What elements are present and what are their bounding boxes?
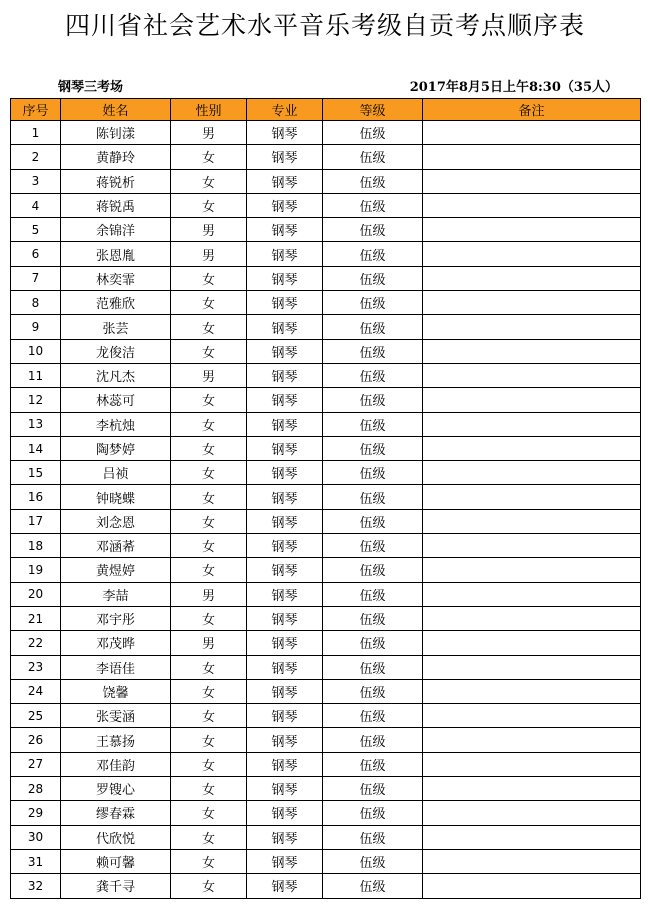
- cell-number: 4: [11, 193, 61, 217]
- cell-name: 王慕扬: [61, 728, 171, 752]
- cell-level: 伍级: [323, 752, 423, 776]
- table-row: [11, 582, 641, 606]
- cell-name: 李语佳: [61, 655, 171, 679]
- cell-name: 林蕊可: [61, 388, 171, 412]
- cell-number: 22: [11, 631, 61, 655]
- cell-number: 19: [11, 558, 61, 582]
- cell-major: 钢琴: [247, 849, 323, 873]
- cell-level: 伍级: [323, 704, 423, 728]
- cell-major: 钢琴: [247, 704, 323, 728]
- cell-level: 伍级: [323, 121, 423, 145]
- cell-level: 伍级: [323, 363, 423, 387]
- cell-name: 余锦洋: [61, 218, 171, 242]
- cell-number: 29: [11, 801, 61, 825]
- cell-gender: 女: [171, 291, 247, 315]
- cell-note: [423, 218, 641, 242]
- cell-gender: 女: [171, 412, 247, 436]
- cell-note: [423, 291, 641, 315]
- cell-major: 钢琴: [247, 509, 323, 533]
- cell-name: 黄煜婷: [61, 558, 171, 582]
- cell-major: 钢琴: [247, 315, 323, 339]
- cell-level: 伍级: [323, 242, 423, 266]
- cell-note: [423, 558, 641, 582]
- cell-level: 伍级: [323, 339, 423, 363]
- column-header-major: 专业: [247, 99, 323, 121]
- cell-level: 伍级: [323, 874, 423, 898]
- cell-number: 26: [11, 728, 61, 752]
- cell-gender: 女: [171, 825, 247, 849]
- table-row: [11, 388, 641, 412]
- cell-note: [423, 849, 641, 873]
- table-row: [11, 121, 641, 145]
- cell-name: 邓佳韵: [61, 752, 171, 776]
- cell-note: [423, 266, 641, 290]
- cell-major: 钢琴: [247, 655, 323, 679]
- cell-gender: 男: [171, 242, 247, 266]
- cell-gender: 女: [171, 801, 247, 825]
- cell-level: 伍级: [323, 193, 423, 217]
- column-header-name: 姓名: [61, 99, 171, 121]
- cell-gender: 女: [171, 606, 247, 630]
- cell-gender: 女: [171, 485, 247, 509]
- cell-number: 5: [11, 218, 61, 242]
- cell-major: 钢琴: [247, 363, 323, 387]
- cell-major: 钢琴: [247, 242, 323, 266]
- cell-major: 钢琴: [247, 631, 323, 655]
- cell-note: [423, 363, 641, 387]
- cell-name: 吕祯: [61, 461, 171, 485]
- cell-note: [423, 315, 641, 339]
- table-row: [11, 728, 641, 752]
- cell-major: 钢琴: [247, 412, 323, 436]
- cell-name: 陈钊漾: [61, 121, 171, 145]
- cell-gender: 男: [171, 631, 247, 655]
- cell-number: 3: [11, 169, 61, 193]
- cell-note: [423, 509, 641, 533]
- session-datetime: 2017年8月5日上午8:30（35人）: [409, 80, 618, 95]
- cell-note: [423, 169, 641, 193]
- cell-gender: 女: [171, 752, 247, 776]
- cell-major: 钢琴: [247, 534, 323, 558]
- table-row: [11, 485, 641, 509]
- cell-name: 黄静玲: [61, 145, 171, 169]
- table-row: [11, 436, 641, 460]
- cell-note: [423, 412, 641, 436]
- cell-major: 钢琴: [247, 801, 323, 825]
- cell-major: 钢琴: [247, 485, 323, 509]
- cell-level: 伍级: [323, 655, 423, 679]
- cell-gender: 女: [171, 704, 247, 728]
- cell-name: 罗锼心: [61, 777, 171, 801]
- table-row: [11, 145, 641, 169]
- column-header-level: 等级: [323, 99, 423, 121]
- cell-major: 钢琴: [247, 558, 323, 582]
- cell-gender: 女: [171, 558, 247, 582]
- cell-gender: 女: [171, 266, 247, 290]
- cell-gender: 女: [171, 655, 247, 679]
- cell-number: 8: [11, 291, 61, 315]
- table-row: [11, 291, 641, 315]
- cell-major: 钢琴: [247, 339, 323, 363]
- cell-number: 18: [11, 534, 61, 558]
- cell-level: 伍级: [323, 291, 423, 315]
- cell-note: [423, 825, 641, 849]
- cell-number: 16: [11, 485, 61, 509]
- cell-number: 32: [11, 874, 61, 898]
- table-row: [11, 218, 641, 242]
- cell-gender: 男: [171, 218, 247, 242]
- cell-number: 11: [11, 363, 61, 387]
- cell-level: 伍级: [323, 218, 423, 242]
- table-row: [11, 825, 641, 849]
- cell-gender: 女: [171, 169, 247, 193]
- cell-major: 钢琴: [247, 388, 323, 412]
- exam-order-table: [10, 98, 641, 899]
- cell-name: 饶馨: [61, 679, 171, 703]
- cell-name: 刘念恩: [61, 509, 171, 533]
- cell-major: 钢琴: [247, 461, 323, 485]
- cell-major: 钢琴: [247, 145, 323, 169]
- cell-level: 伍级: [323, 558, 423, 582]
- cell-major: 钢琴: [247, 218, 323, 242]
- cell-name: 张雯涵: [61, 704, 171, 728]
- cell-gender: 女: [171, 145, 247, 169]
- cell-number: 13: [11, 412, 61, 436]
- cell-level: 伍级: [323, 436, 423, 460]
- cell-gender: 女: [171, 461, 247, 485]
- cell-number: 10: [11, 339, 61, 363]
- table-row: [11, 315, 641, 339]
- cell-number: 2: [11, 145, 61, 169]
- cell-note: [423, 534, 641, 558]
- cell-name: 邓涵莃: [61, 534, 171, 558]
- cell-gender: 女: [171, 728, 247, 752]
- cell-number: 25: [11, 704, 61, 728]
- cell-note: [423, 582, 641, 606]
- cell-name: 范雅欣: [61, 291, 171, 315]
- cell-number: 31: [11, 849, 61, 873]
- cell-name: 李杭烛: [61, 412, 171, 436]
- table-row: [11, 509, 641, 533]
- cell-major: 钢琴: [247, 291, 323, 315]
- table-row: [11, 363, 641, 387]
- cell-name: 李喆: [61, 582, 171, 606]
- cell-number: 27: [11, 752, 61, 776]
- cell-name: 邓茂晔: [61, 631, 171, 655]
- cell-level: 伍级: [323, 631, 423, 655]
- cell-gender: 女: [171, 534, 247, 558]
- cell-major: 钢琴: [247, 436, 323, 460]
- cell-gender: 女: [171, 509, 247, 533]
- table-row: [11, 849, 641, 873]
- cell-gender: 男: [171, 582, 247, 606]
- cell-number: 6: [11, 242, 61, 266]
- cell-number: 28: [11, 777, 61, 801]
- cell-gender: 女: [171, 436, 247, 460]
- cell-name: 蒋锐禹: [61, 193, 171, 217]
- cell-note: [423, 121, 641, 145]
- cell-note: [423, 145, 641, 169]
- cell-name: 龚千寻: [61, 874, 171, 898]
- cell-name: 蒋锐析: [61, 169, 171, 193]
- cell-note: [423, 388, 641, 412]
- cell-level: 伍级: [323, 582, 423, 606]
- cell-note: [423, 777, 641, 801]
- cell-level: 伍级: [323, 266, 423, 290]
- cell-level: 伍级: [323, 849, 423, 873]
- cell-major: 钢琴: [247, 193, 323, 217]
- table-row: [11, 606, 641, 630]
- table-row: [11, 655, 641, 679]
- cell-level: 伍级: [323, 145, 423, 169]
- cell-note: [423, 679, 641, 703]
- cell-name: 张恩胤: [61, 242, 171, 266]
- table-row: [11, 266, 641, 290]
- cell-name: 缪春霖: [61, 801, 171, 825]
- cell-note: [423, 461, 641, 485]
- cell-gender: 女: [171, 849, 247, 873]
- cell-name: 林奕霏: [61, 266, 171, 290]
- cell-number: 9: [11, 315, 61, 339]
- cell-number: 20: [11, 582, 61, 606]
- cell-major: 钢琴: [247, 874, 323, 898]
- table-row: [11, 874, 641, 898]
- table-row: [11, 242, 641, 266]
- cell-level: 伍级: [323, 412, 423, 436]
- cell-name: 赖可馨: [61, 849, 171, 873]
- cell-gender: 女: [171, 777, 247, 801]
- cell-level: 伍级: [323, 534, 423, 558]
- cell-number: 23: [11, 655, 61, 679]
- cell-note: [423, 242, 641, 266]
- cell-number: 14: [11, 436, 61, 460]
- cell-major: 钢琴: [247, 777, 323, 801]
- cell-major: 钢琴: [247, 606, 323, 630]
- cell-major: 钢琴: [247, 169, 323, 193]
- cell-major: 钢琴: [247, 679, 323, 703]
- table-row: [11, 412, 641, 436]
- cell-name: 沈凡杰: [61, 363, 171, 387]
- column-header-note: 备注: [423, 99, 641, 121]
- exam-room-label: 钢琴三考场: [58, 80, 124, 95]
- cell-name: 邓宇彤: [61, 606, 171, 630]
- table-row: [11, 752, 641, 776]
- cell-gender: 女: [171, 315, 247, 339]
- cell-level: 伍级: [323, 509, 423, 533]
- cell-major: 钢琴: [247, 121, 323, 145]
- table-row: [11, 461, 641, 485]
- cell-major: 钢琴: [247, 825, 323, 849]
- cell-name: 龙俊洁: [61, 339, 171, 363]
- cell-number: 17: [11, 509, 61, 533]
- cell-number: 24: [11, 679, 61, 703]
- table-row: [11, 339, 641, 363]
- table-row: [11, 777, 641, 801]
- cell-note: [423, 704, 641, 728]
- cell-gender: 男: [171, 363, 247, 387]
- cell-gender: 女: [171, 193, 247, 217]
- table-row: [11, 801, 641, 825]
- cell-number: 30: [11, 825, 61, 849]
- cell-note: [423, 728, 641, 752]
- cell-name: 钟晓蝶: [61, 485, 171, 509]
- cell-note: [423, 874, 641, 898]
- cell-note: [423, 752, 641, 776]
- cell-level: 伍级: [323, 825, 423, 849]
- table-row: [11, 704, 641, 728]
- table-row: [11, 193, 641, 217]
- cell-level: 伍级: [323, 315, 423, 339]
- cell-major: 钢琴: [247, 582, 323, 606]
- cell-name: 代欣悦: [61, 825, 171, 849]
- cell-number: 7: [11, 266, 61, 290]
- cell-note: [423, 631, 641, 655]
- cell-major: 钢琴: [247, 752, 323, 776]
- cell-gender: 女: [171, 874, 247, 898]
- cell-note: [423, 436, 641, 460]
- column-header-number: 序号: [11, 99, 61, 121]
- cell-gender: 男: [171, 121, 247, 145]
- cell-level: 伍级: [323, 485, 423, 509]
- cell-number: 1: [11, 121, 61, 145]
- table-row: [11, 558, 641, 582]
- cell-level: 伍级: [323, 461, 423, 485]
- cell-note: [423, 801, 641, 825]
- cell-name: 陶梦婷: [61, 436, 171, 460]
- cell-name: 张芸: [61, 315, 171, 339]
- cell-number: 12: [11, 388, 61, 412]
- cell-level: 伍级: [323, 728, 423, 752]
- table-row: [11, 679, 641, 703]
- page-title: 四川省社会艺术水平音乐考级自贡考点顺序表: [64, 11, 585, 40]
- cell-note: [423, 193, 641, 217]
- table-row: [11, 169, 641, 193]
- cell-note: [423, 655, 641, 679]
- cell-note: [423, 339, 641, 363]
- cell-major: 钢琴: [247, 266, 323, 290]
- cell-level: 伍级: [323, 169, 423, 193]
- table-row: [11, 534, 641, 558]
- cell-level: 伍级: [323, 777, 423, 801]
- cell-gender: 女: [171, 679, 247, 703]
- cell-number: 15: [11, 461, 61, 485]
- cell-note: [423, 606, 641, 630]
- column-header-gender: 性别: [171, 99, 247, 121]
- cell-level: 伍级: [323, 606, 423, 630]
- cell-gender: 女: [171, 339, 247, 363]
- cell-level: 伍级: [323, 388, 423, 412]
- cell-gender: 女: [171, 388, 247, 412]
- table-row: [11, 631, 641, 655]
- cell-number: 21: [11, 606, 61, 630]
- cell-level: 伍级: [323, 801, 423, 825]
- cell-major: 钢琴: [247, 728, 323, 752]
- table-header-row: [11, 99, 641, 121]
- cell-note: [423, 485, 641, 509]
- cell-level: 伍级: [323, 679, 423, 703]
